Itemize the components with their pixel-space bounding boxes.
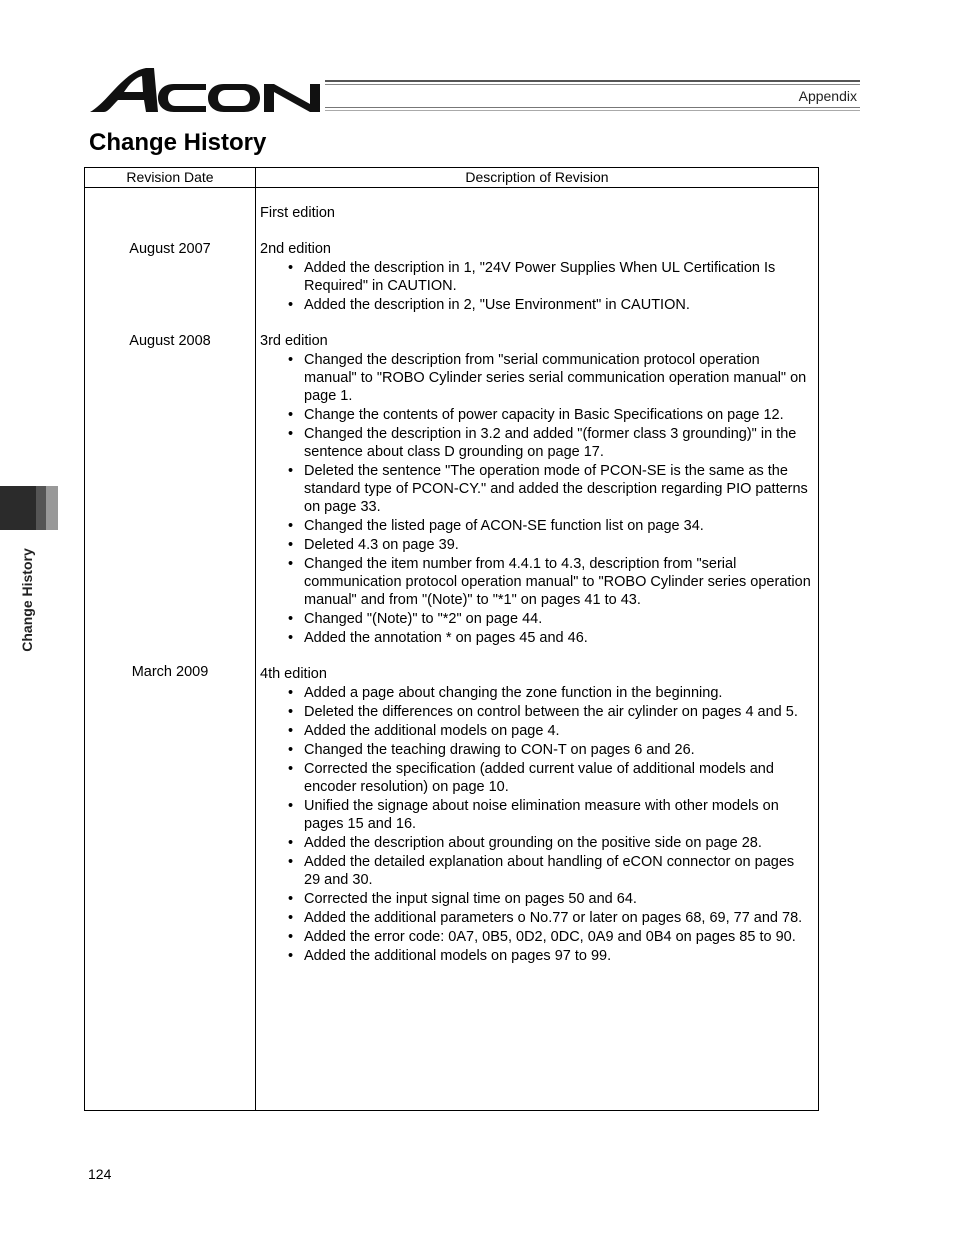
change-item [260,536,814,554]
edition-title: 4th edition [260,666,327,682]
change-item-text: Unified the signage about noise elimination measure with other models on pages 15 and 16. [304,798,779,832]
change-item-text: Changed the listed page of ACON-SE function list on page 34. [304,518,704,534]
change-item [260,703,814,721]
change-item [260,351,814,405]
bullet-icon: • [288,463,294,479]
side-tab-marker [0,486,58,530]
change-item-text: Changed the item number from 4.4.1 to 4.3, description from "serial communication protocol operation manual" to "ROBO Cylinder series operation manual" and from "(Note)" to "*1" on pages 41 to 43. [304,556,811,608]
change-item-text: Change the contents of power capacity in Basic Specifications on page 12. [304,407,784,423]
edition-title: First edition [260,205,335,221]
bullet-icon: • [288,611,294,627]
change-item-text: Changed the description in 3.2 and added "(former class 3 grounding)" in the sentence about class D grounding on page 17. [304,426,797,460]
change-item-text: Added the additional models on pages 97 to 99. [304,948,612,964]
change-item-text: Changed "(Note)" to "*2" on page 44. [304,611,543,627]
change-item-text: Deleted the sentence "The operation mode of PCON-SE is the same as the standard type of PCON-CY." and added the description regarding PIO patterns on page 33. [304,463,808,515]
change-item [260,909,814,927]
edition-block [260,332,814,648]
revision-date: March 2009 [131,664,209,680]
change-item [260,555,814,609]
change-item [260,722,814,740]
bullet-icon: • [288,929,294,945]
page-title: Change History [89,129,267,156]
change-item-text: Changed the teaching drawing to CON-T on pages 6 and 26. [304,742,695,758]
bullet-icon: • [288,723,294,739]
bullet-icon: • [288,835,294,851]
edition-change-list [260,259,814,314]
change-item-text: Changed the description from "serial communication protocol operation manual" to "ROBO Cylinder series serial communication operation manual" on page 1. [304,352,807,404]
change-item [260,797,814,833]
bullet-icon: • [288,742,294,758]
edition-change-list [260,351,814,647]
bullet-icon: • [288,407,294,423]
change-item [260,610,814,628]
bullet-icon: • [288,891,294,907]
bullet-icon: • [288,854,294,870]
change-item [260,517,814,535]
change-item-text: Deleted the differences on control between the air cylinder on pages 4 and 5. [304,704,798,720]
edition-title: 3rd edition [260,333,328,349]
change-history-table [84,167,819,1111]
change-item [260,425,814,461]
bullet-icon: • [288,910,294,926]
change-item [260,462,814,516]
section-label: Appendix [798,88,857,104]
change-item-text: Added the description in 1, "24V Power Supplies When UL Certification Is Required" in CAUTION. [304,260,776,294]
edition-block [260,204,814,223]
table-header-row [85,168,818,188]
acon-logo [88,62,328,116]
page-number: 124 [88,1166,112,1182]
bullet-icon: • [288,518,294,534]
change-item-text: Added a page about changing the zone function in the beginning. [304,685,723,701]
revision-date: August 2007 [129,241,211,257]
change-item [260,853,814,889]
bullet-icon: • [288,352,294,368]
bullet-icon: • [288,556,294,572]
side-tab-label: Change History [19,548,35,652]
bullet-icon: • [288,537,294,553]
bullet-icon: • [288,630,294,646]
change-item-text: Added the description in 2, "Use Environment" in CAUTION. [304,297,690,313]
change-item-text: Corrected the input signal time on pages 50 and 64. [304,891,637,907]
change-item [260,890,814,908]
header-description: Description of Revision [465,169,609,185]
header-rule [325,110,860,111]
change-item-text: Added the additional parameters o No.77 or later on pages 68, 69, 77 and 78. [304,910,803,926]
change-item [260,947,814,965]
change-item-text: Added the annotation * on pages 45 and 46. [304,630,588,646]
bullet-icon: • [288,297,294,313]
header-rule [325,80,860,82]
change-item-text: Corrected the specification (added current value of additional models and encoder resolution) on page 10. [304,761,774,795]
change-item [260,296,814,314]
header-revision-date: Revision Date [126,169,214,185]
bullet-icon: • [288,761,294,777]
bullet-icon: • [288,948,294,964]
change-item-text: Added the description about grounding on the positive side on page 28. [304,835,762,851]
change-item [260,684,814,702]
bullet-icon: • [288,798,294,814]
change-item [260,406,814,424]
edition-title: 2nd edition [260,241,331,257]
change-item [260,741,814,759]
revision-date: August 2008 [129,333,211,349]
change-item-text: Added the error code: 0A7, 0B5, 0D2, 0DC, 0A9 and 0B4 on pages 85 to 90. [304,929,796,945]
change-item-text: Deleted 4.3 on page 39. [304,537,459,553]
header-rule [325,84,860,85]
change-item [260,928,814,946]
change-item [260,259,814,295]
edition-change-list [260,684,814,965]
header-rule [325,107,860,108]
edition-block [260,240,814,315]
change-item-text: Added the additional models on page 4. [304,723,560,739]
bullet-icon: • [288,260,294,276]
change-item [260,629,814,647]
bullet-icon: • [288,704,294,720]
change-item [260,834,814,852]
change-item [260,760,814,796]
edition-block [260,665,814,966]
bullet-icon: • [288,685,294,701]
bullet-icon: • [288,426,294,442]
change-item-text: Added the detailed explanation about handling of eCON connector on pages 29 and 30. [304,854,795,888]
column-divider [255,168,256,1110]
